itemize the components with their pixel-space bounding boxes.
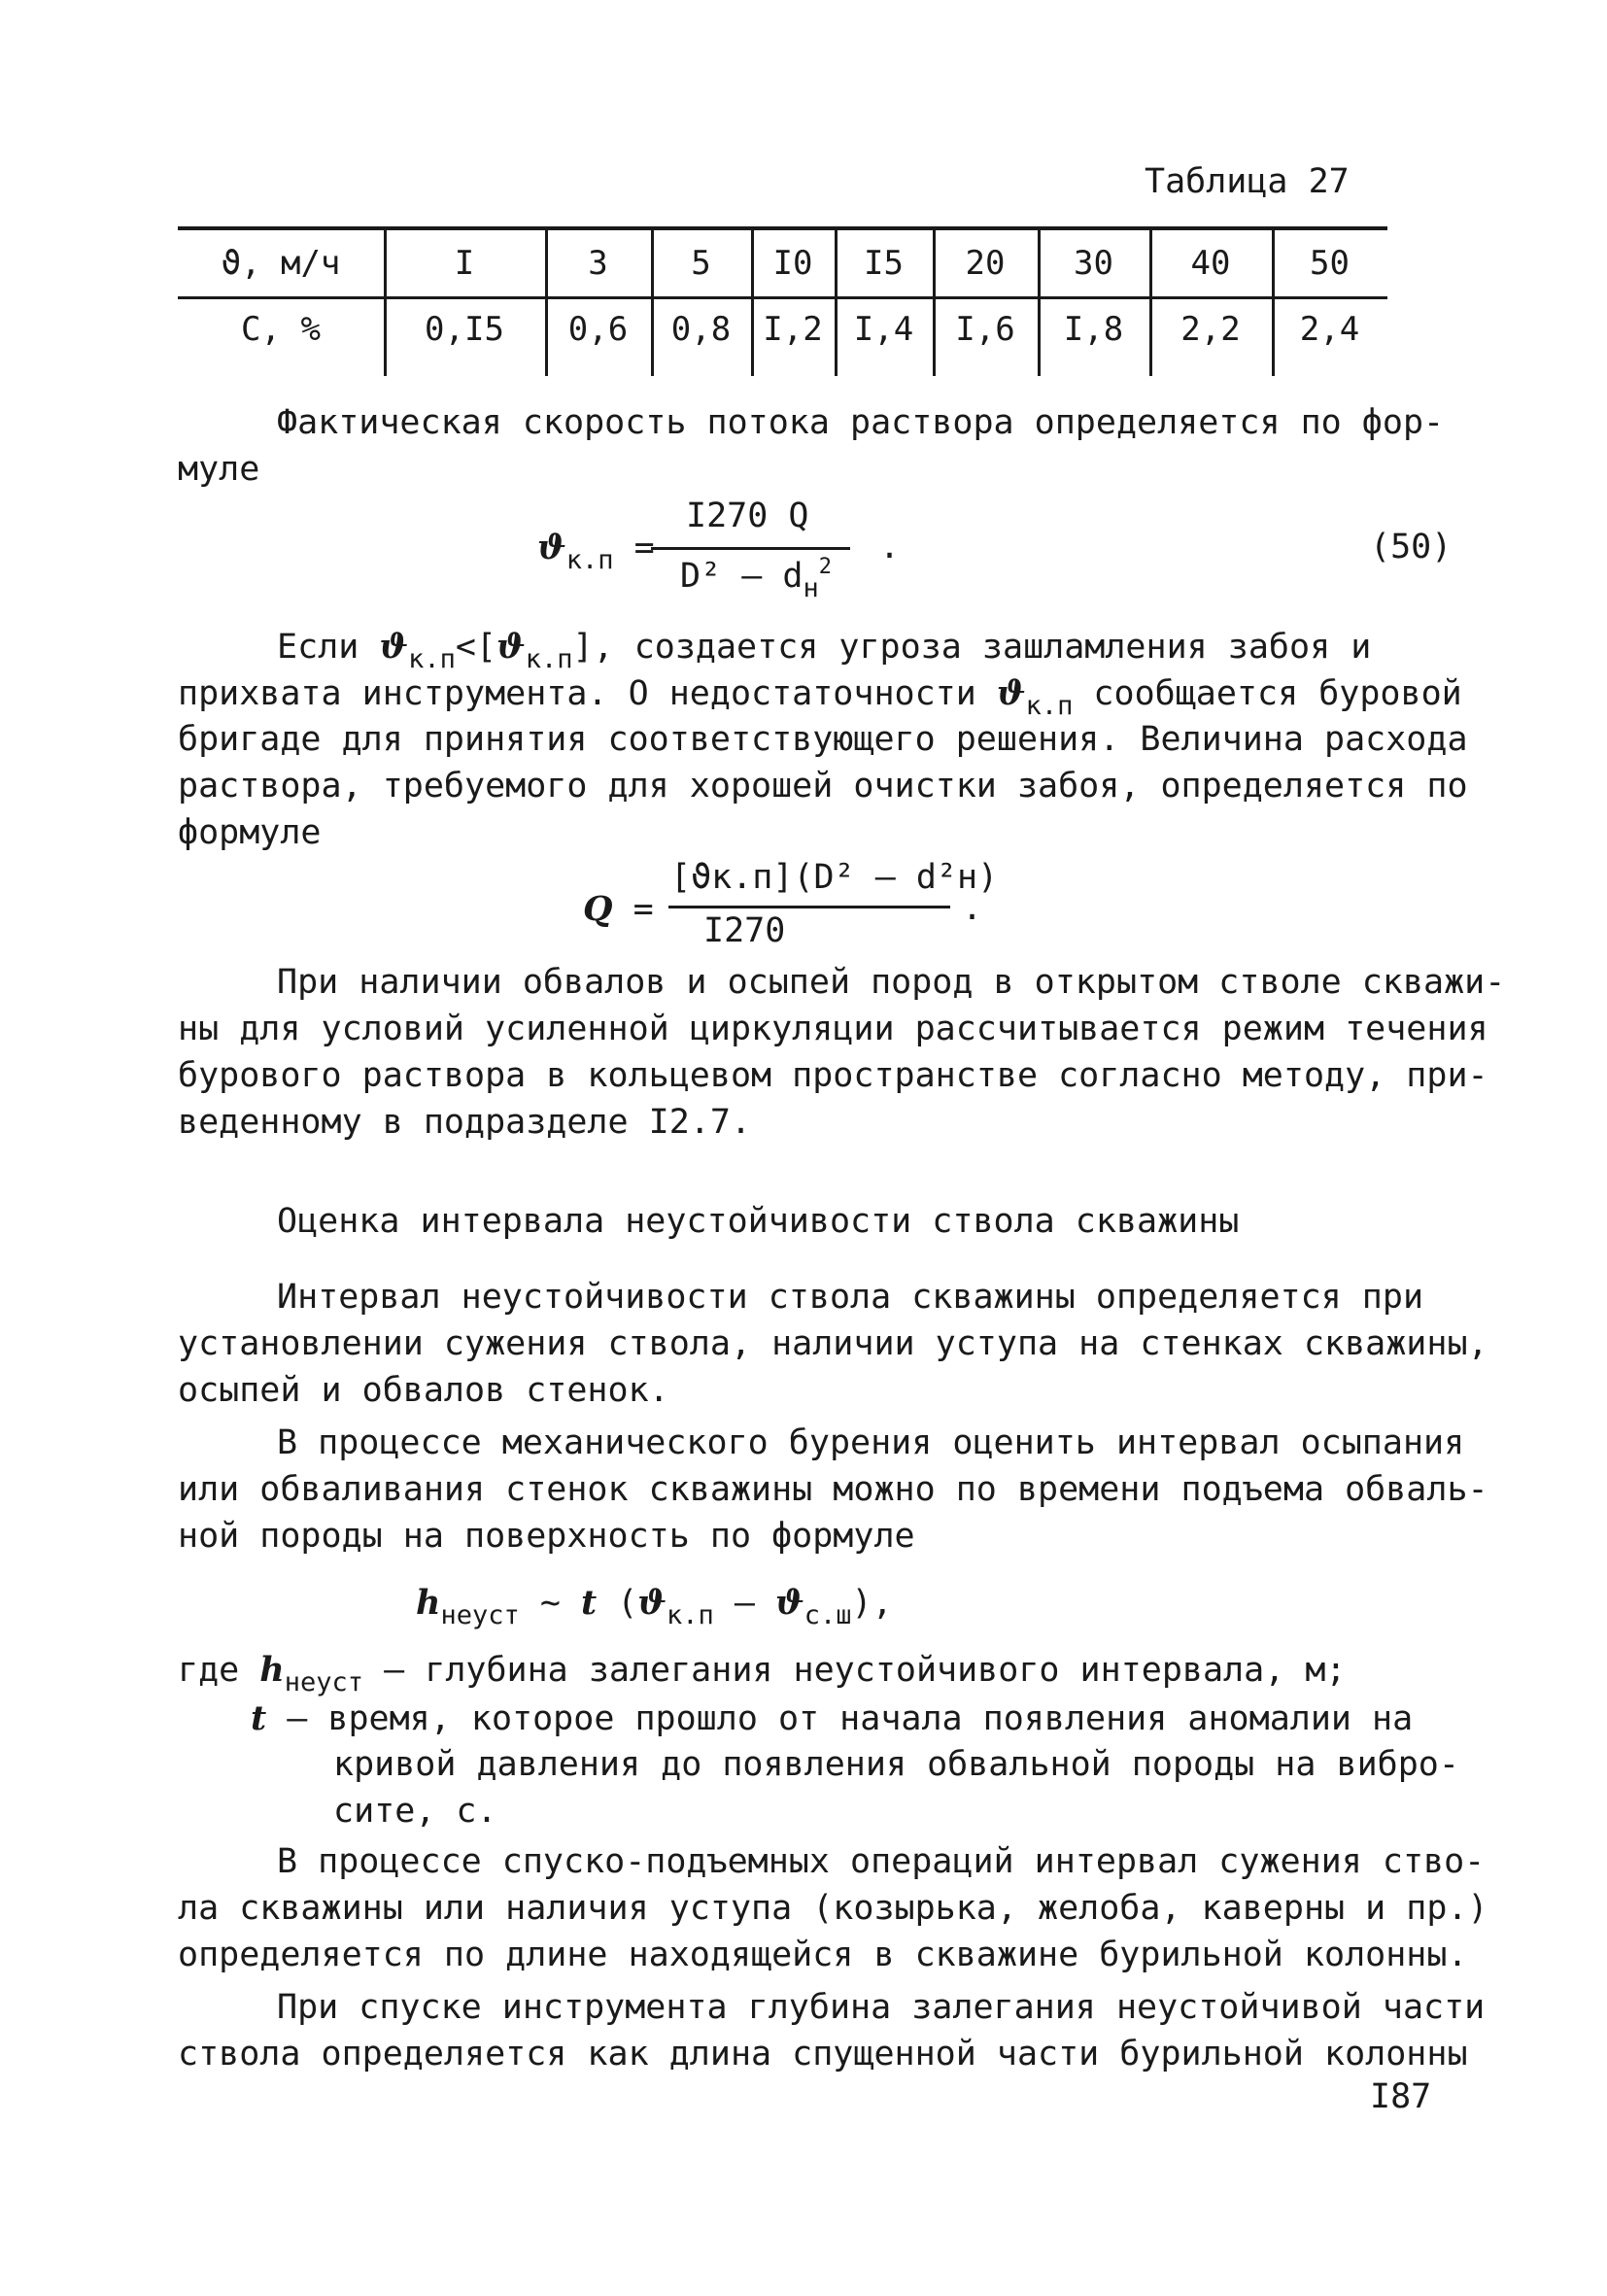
paragraph-line: ной породы на поверхность по формуле	[178, 1517, 915, 1556]
formula-denominator	[680, 554, 832, 603]
table-value-cell: 0,8	[670, 310, 732, 349]
paren-open: (	[617, 1584, 638, 1623]
formula-denominator: I270	[703, 911, 786, 950]
depth-symbol: h	[416, 1583, 441, 1623]
formula-subscript: к.п	[525, 644, 573, 674]
formula-dot: .	[879, 528, 901, 566]
time-symbol: t	[251, 1698, 267, 1738]
formula-subscript: к.п	[667, 1600, 714, 1630]
paragraph-line	[178, 670, 1462, 719]
table-header-cell: 50	[1310, 244, 1350, 283]
definition-line	[251, 1696, 1413, 1742]
formula-instability-depth	[416, 1580, 893, 1628]
section-heading: Оценка интервала неустойчивости ствола скважины	[277, 1202, 1240, 1241]
table-header-cell: 20	[965, 244, 1006, 283]
velocity-symbol: ϑ	[637, 1583, 667, 1623]
paragraph-line: осыпей и обвалов стенок.	[178, 1371, 669, 1410]
text-run: <[	[455, 628, 496, 667]
table-value-cell: 0,6	[567, 310, 629, 349]
formula-subscript: с.ш	[804, 1600, 852, 1630]
formula-numerator: [ϑк.п](D² – d²н)	[670, 858, 999, 897]
velocity-symbol: ϑ	[775, 1583, 804, 1623]
data-table	[178, 226, 1387, 376]
table-value-cell: I,8	[1063, 310, 1124, 349]
formula-subscript: неуст	[284, 1667, 364, 1697]
table-header-cell: I5	[864, 244, 904, 283]
paragraph-line: Интервал неустойчивости ствола скважины определяется при	[277, 1278, 1424, 1317]
page-number: I87	[1370, 2077, 1432, 2116]
definition-text: – время, которое прошло от начала появления аномалии на	[266, 1699, 1414, 1738]
definition-text: – глубина залегания неустойчивого интервала, м;	[363, 1651, 1347, 1690]
paragraph-line: бурового раствора в кольцевом пространстве согласно методу, при-	[178, 1056, 1488, 1095]
formula-superscript: 2	[818, 555, 832, 579]
formula-subscript: н	[803, 573, 819, 603]
formula-lhs	[537, 525, 655, 573]
paragraph-line: Фактическая скорость потока раствора определяется по фор-	[277, 403, 1445, 442]
where-label: где	[178, 1651, 240, 1690]
table-row-label-concentration: C, %	[241, 310, 321, 349]
formula-dot: .	[962, 889, 983, 928]
text-run: прихвата инструмента. О недостаточности	[178, 674, 997, 713]
time-symbol: t	[580, 1583, 598, 1623]
paragraph-line: установлении сужения ствола, наличии уступа на стенках скважины,	[178, 1324, 1488, 1363]
text-run: сообщается буровой	[1073, 674, 1462, 713]
velocity-symbol: ϑ	[996, 673, 1026, 713]
paragraph-line: или обваливания стенок скважины можно по времени подъема обваль-	[178, 1470, 1488, 1509]
table-header-cell: 30	[1074, 244, 1113, 283]
text-run: ], создается угроза зашламления забоя и	[572, 628, 1372, 667]
equals-sign: =	[633, 529, 655, 567]
formula-subscript: неуст	[440, 1600, 520, 1630]
table-value-cell: I,6	[955, 310, 1015, 349]
paragraph-line: В процессе спуско-подъемных операций интервал сужения ство-	[277, 1842, 1486, 1881]
table-value-cell: 2,2	[1180, 310, 1241, 349]
paragraph-line: веденному в подразделе I2.7.	[178, 1103, 752, 1142]
approx-sign: ~	[539, 1584, 561, 1623]
formula-number: (50)	[1370, 528, 1453, 566]
minus-sign: –	[734, 1584, 755, 1623]
formula-numerator: I270 Q	[686, 497, 809, 535]
paragraph-line: раствора, требуемого для хорошей очистки забоя, определяется по	[178, 767, 1468, 805]
definition-line	[178, 1647, 1346, 1696]
fraction-bar	[651, 547, 850, 550]
depth-symbol: h	[259, 1650, 285, 1690]
definition-line: кривой давления до появления обвальной породы на вибро-	[333, 1745, 1459, 1784]
table-row-label-velocity: ϑ, м/ч	[221, 244, 341, 283]
flow-rate-symbol: Q	[583, 889, 613, 929]
denominator-text: D² – d	[680, 557, 804, 596]
paragraph-line: муле	[178, 450, 260, 489]
table-row-divider	[178, 296, 1387, 299]
paragraph-line: ствола определяется как длина спущенной части бурильной колонны	[178, 2035, 1468, 2073]
table-header-cell: I0	[772, 244, 813, 283]
table-caption: Таблица 27	[1145, 162, 1350, 201]
table-value-cell: 2,4	[1299, 310, 1360, 349]
formula-subscript: к.п	[1025, 691, 1074, 721]
table-value-cell: 0,I5	[425, 310, 504, 349]
formula-lhs	[583, 886, 654, 933]
formula-subscript: к.п	[565, 545, 614, 575]
paragraph-line: определяется по длине находящейся в скважине бурильной колонны.	[178, 1936, 1468, 1974]
paragraph-line: бригаде для принятия соответствующего решения. Величина расхода	[178, 720, 1468, 759]
table-header-cell: 3	[588, 244, 608, 283]
paragraph-line: формуле	[178, 813, 322, 852]
text-run: Если	[277, 628, 380, 667]
table-header-cell: I	[454, 244, 475, 283]
formula-subscript: к.п	[408, 644, 456, 674]
paragraph-line: В процессе механического бурения оценить интервал осыпания	[277, 1423, 1465, 1462]
table-value-cell: I,2	[763, 310, 823, 349]
paragraph-line: При спуске инструмента глубина залегания неустойчивой части	[277, 1988, 1486, 2027]
definition-line: сите, с.	[333, 1792, 497, 1831]
paragraph-line	[277, 624, 1371, 672]
paragraph-line: ны для условий усиленной циркуляции рассчитывается режим течения	[178, 1010, 1488, 1048]
table-value-cell: I,4	[853, 310, 914, 349]
table-header-cell: 5	[691, 244, 711, 283]
paragraph-line: При наличии обвалов и осыпей пород в открытом стволе скважи-	[277, 963, 1506, 1002]
velocity-symbol: ϑ	[537, 528, 566, 567]
equals-sign: =	[633, 890, 654, 929]
velocity-symbol: ϑ	[496, 627, 526, 667]
paragraph-line: ла скважины или наличия уступа (козырька, желоба, каверны и пр.)	[178, 1889, 1488, 1928]
table-header-cell: 40	[1190, 244, 1231, 283]
velocity-symbol: ϑ	[379, 627, 409, 667]
paren-close: ),	[851, 1584, 893, 1623]
